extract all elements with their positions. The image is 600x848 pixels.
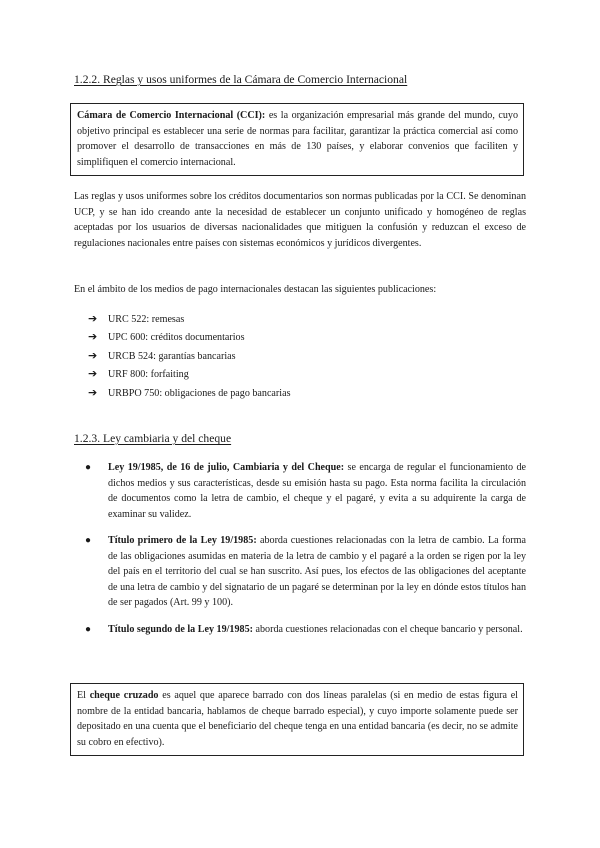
list-item: ➔ URC 522: remesas	[88, 310, 291, 328]
cheque-cruzado-box: El cheque cruzado es aquel que aparece barrado con dos líneas paralelas (si en medio de estas figura el nombre de la entidad bancaria, hablamos de cheque barrado especial), y cuyo importe solamente puede ser depositado en una cuenta que el beneficiario del cheque tenga en una entidad bancaria (es decir, no se admite su cobro en efectivo).	[70, 683, 524, 756]
bullet-titulo-primero: ● Título primero de la Ley 19/1985: aborda cuestiones relacionadas con la letra de cambio. La forma de las obligaciones asumidas en materia de la letra de cambio y el pagaré a la orden se rigen por la ley del país en el territorio del cual se han suscrito. Así pues, los efectos de las obligaciones del aceptante de una letra de cambio y del signatario de un pagaré se determinan por la ley en dónde estos títulos han de ser pagados (Art. 99 y 100).	[85, 535, 526, 609]
bullet-icon: ●	[85, 535, 92, 546]
section-heading-reglas-usos: 1.2.2. Reglas y usos uniformes de la Cámara de Comercio Internacional	[74, 73, 408, 86]
arrow-right-icon: ➔	[88, 330, 98, 344]
cheque-cruzado-text: es aquel que aparece barrado con dos líneas paralelas (si en medio de estas figura el nombre de la entidad bancaria, hablamos de cheque barrado especial), y cuyo importe solamente puede ser depositado en una cuenta que el beneficiario del cheque tenga en una entidad bancaria (es decir, no se admite su cobro en efectivo).	[77, 690, 518, 748]
section-heading-ley-cambiaria: 1.2.3. Ley cambiaria y del cheque	[74, 432, 232, 445]
bullet-ley-19-1985: ● Ley 19/1985, de 16 de julio, Cambiaria y del Cheque: se encarga de regular el funcionamiento de dichos medios y sus características, desde su emisión hasta su pago. Esta norma facilita la circulación de documentos como la letra de cambio, el cheque y el pagaré, y evita a su adquirente la carga de examinar su validez.	[85, 462, 526, 520]
cci-term: Cámara de Comercio Internacional (CCI):	[77, 110, 266, 121]
arrow-right-icon: ➔	[88, 312, 98, 325]
list-item: ➔ URBPO 750: obligaciones de pago bancarias	[88, 384, 291, 402]
list-item: ➔ URCB 524: garantías bancarias	[88, 347, 291, 365]
arrow-right-icon: ➔	[88, 385, 98, 399]
bullet-icon: ●	[85, 624, 92, 635]
arrow-right-icon: ➔	[88, 348, 98, 362]
paragraph-publications-intro: En el ámbito de los medios de pago internacionales destacan las siguientes publicaciones:	[74, 284, 437, 295]
cci-definition-text: es la organización empresarial más grande del mundo, cuyo objetivo principal es establecer una serie de normas para facilitar, garantizar la práctica comercial así como promover el desarrollo de transacciones en más de 130 países, y elaborar convenios que faciliten y simplifiquen el comercio internacional.	[77, 110, 518, 168]
bullet-titulo-segundo: ● Título segundo de la Ley 19/1985: aborda cuestiones relacionadas con el cheque bancario y personal.	[90, 622, 526, 638]
cci-definition-box	[70, 103, 524, 176]
cheque-cruzado-term: cheque cruzado	[89, 690, 159, 701]
publications-list	[88, 310, 291, 402]
paragraph-ucp: Las reglas y usos uniformes sobre los créditos documentarios son normas publicadas por la CCI. Se denominan UCP, y se han ido creando ante la necesidad de establecer un conjunto unificado y homogéneo de reglas aceptadas por los usuarios de diversas nacionalidades que mitiguen la confusión y reduzcan el exceso de regulaciones nacionales entre países con sistemas económicos y jurídicos divergentes.	[74, 191, 526, 249]
bullet-icon: ●	[85, 462, 92, 473]
list-item: ➔ URF 800: forfaiting	[88, 365, 291, 383]
list-item: ➔ UPC 600: créditos documentarios	[88, 328, 291, 346]
arrow-right-icon: ➔	[88, 367, 98, 381]
